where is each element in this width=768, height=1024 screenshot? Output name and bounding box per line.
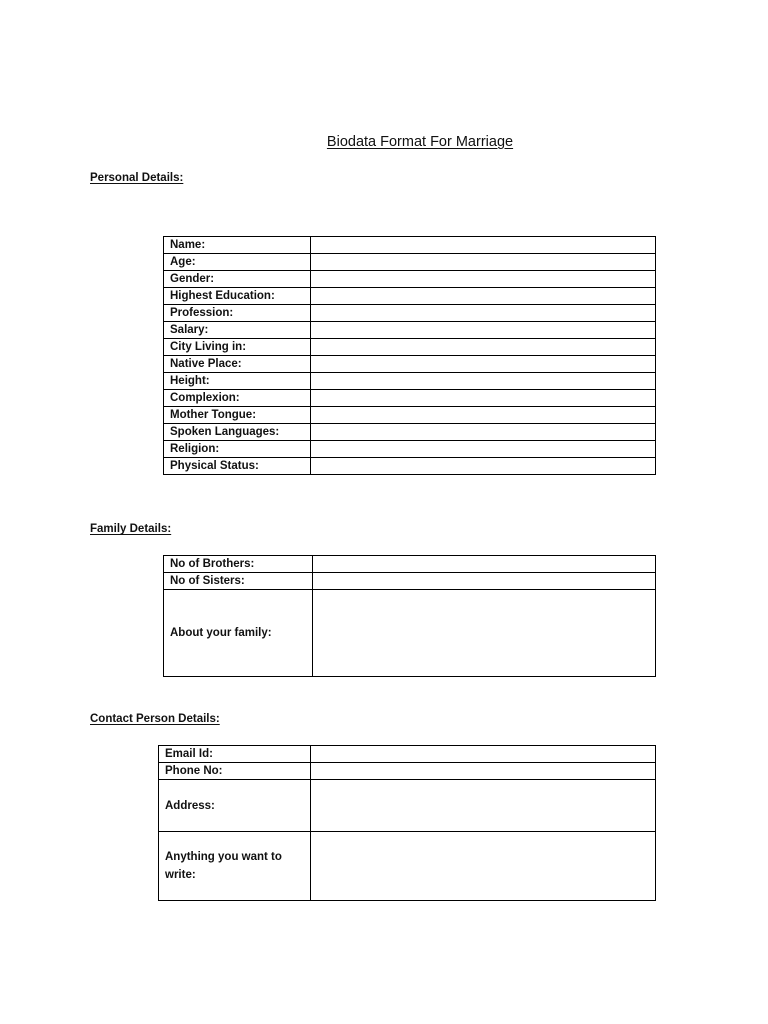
contact-details-table — [158, 745, 656, 901]
table-row — [164, 390, 656, 407]
field-value-cell[interactable] — [311, 763, 656, 780]
field-label: About your family: — [164, 590, 313, 677]
family-details-heading: Family Details: — [90, 523, 172, 535]
table-row — [164, 458, 656, 475]
personal-details-rows — [164, 237, 656, 475]
field-value-cell[interactable] — [311, 356, 656, 373]
field-label: Mother Tongue: — [164, 407, 311, 424]
field-value-cell[interactable] — [311, 271, 656, 288]
field-label: Complexion: — [164, 390, 311, 407]
field-label: Native Place: — [164, 356, 311, 373]
field-label: City Living in: — [164, 339, 311, 356]
field-value-cell[interactable] — [311, 424, 656, 441]
field-label: Anything you want to write: — [159, 832, 311, 901]
personal-details-table — [163, 236, 656, 475]
field-label: Phone No: — [159, 763, 311, 780]
field-label: Age: — [164, 254, 311, 271]
table-row — [164, 339, 656, 356]
field-label: Email Id: — [159, 746, 311, 763]
field-label: No of Sisters: — [164, 573, 313, 590]
table-row — [164, 271, 656, 288]
table-row — [159, 746, 656, 763]
table-row — [159, 832, 656, 901]
field-label: Gender: — [164, 271, 311, 288]
table-row — [164, 590, 656, 677]
field-label: Profession: — [164, 305, 311, 322]
table-row — [159, 780, 656, 832]
field-label: Spoken Languages: — [164, 424, 311, 441]
field-value-cell[interactable] — [311, 254, 656, 271]
table-row — [164, 556, 656, 573]
table-row — [164, 254, 656, 271]
table-row — [164, 373, 656, 390]
field-value-cell[interactable] — [311, 305, 656, 322]
field-value-cell[interactable] — [313, 590, 656, 677]
field-value-cell[interactable] — [311, 746, 656, 763]
field-value-cell[interactable] — [313, 573, 656, 590]
field-value-cell[interactable] — [311, 339, 656, 356]
family-details-table — [163, 555, 656, 677]
field-label: Address: — [159, 780, 311, 832]
contact-details-heading: Contact Person Details: — [90, 713, 220, 725]
table-row — [164, 356, 656, 373]
field-value-cell[interactable] — [311, 322, 656, 339]
field-label: Highest Education: — [164, 288, 311, 305]
table-row — [159, 763, 656, 780]
field-label: Religion: — [164, 441, 311, 458]
field-value-cell[interactable] — [311, 373, 656, 390]
field-value-cell[interactable] — [311, 390, 656, 407]
page-title: Biodata Format For Marriage — [326, 134, 514, 150]
table-row — [164, 424, 656, 441]
field-value-cell[interactable] — [311, 780, 656, 832]
field-label: Physical Status: — [164, 458, 311, 475]
field-label: No of Brothers: — [164, 556, 313, 573]
table-row — [164, 322, 656, 339]
field-value-cell[interactable] — [313, 556, 656, 573]
field-value-cell[interactable] — [311, 441, 656, 458]
field-value-cell[interactable] — [311, 832, 656, 901]
field-value-cell[interactable] — [311, 407, 656, 424]
table-row — [164, 573, 656, 590]
table-row — [164, 288, 656, 305]
table-row — [164, 407, 656, 424]
field-value-cell[interactable] — [311, 458, 656, 475]
field-label: Salary: — [164, 322, 311, 339]
table-row — [164, 441, 656, 458]
personal-details-heading: Personal Details: — [90, 172, 184, 184]
field-value-cell[interactable] — [311, 237, 656, 254]
table-row — [164, 305, 656, 322]
table-row — [164, 237, 656, 254]
field-label: Name: — [164, 237, 311, 254]
field-value-cell[interactable] — [311, 288, 656, 305]
field-label: Height: — [164, 373, 311, 390]
